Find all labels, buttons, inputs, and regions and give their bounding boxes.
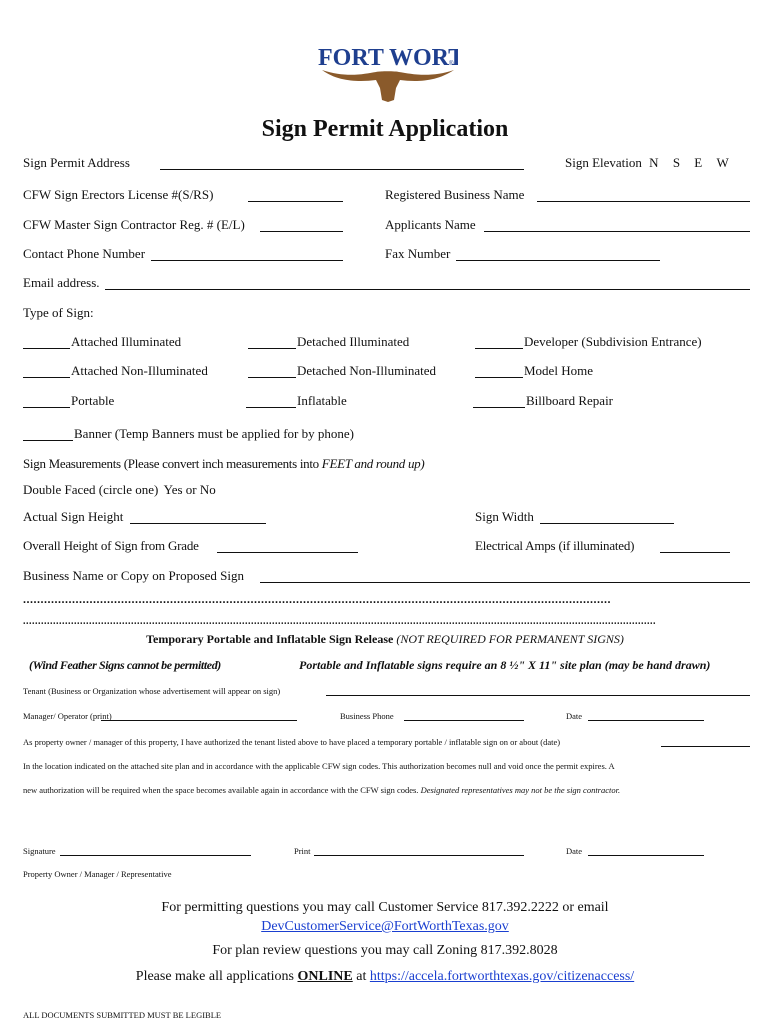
applicant-input[interactable]: [484, 230, 750, 232]
authorize-date-input[interactable]: [661, 745, 750, 747]
elevation-w[interactable]: W: [716, 155, 729, 170]
signature-label: Signature: [23, 846, 56, 856]
copy-input[interactable]: [260, 581, 750, 583]
model-home-label: Model Home: [524, 363, 593, 378]
dotted-separator-1: ........................................................................................................................................................................: [23, 592, 611, 606]
attached-illum-label: Attached Illuminated: [71, 334, 182, 349]
width-label: Sign Width: [475, 509, 534, 524]
overall-input[interactable]: [217, 551, 358, 553]
detached-illum-label: Detached Illuminated: [297, 334, 410, 349]
email-input[interactable]: [105, 288, 750, 290]
portable-blank[interactable]: [23, 406, 70, 408]
business-name-input[interactable]: [537, 200, 750, 202]
developer-blank[interactable]: [475, 347, 523, 349]
inflatable-label: Inflatable: [297, 393, 347, 408]
type-label: Type of Sign:: [23, 305, 94, 320]
copy-label: Business Name or Copy on Proposed Sign: [23, 568, 244, 583]
contact-line3-text: Please make all applications: [135, 969, 295, 984]
contact-line2: For plan review questions you may call Zoning 817.392.8028: [212, 943, 558, 958]
phone-input[interactable]: [151, 259, 343, 261]
elevation-n[interactable]: N: [649, 155, 659, 170]
measurements-heading: [23, 456, 424, 472]
accela-url-link[interactable]: https://accela.fortworthtexas.gov/citizenaccess/: [369, 969, 635, 984]
master-label: CFW Master Sign Contractor Reg. # (E/L): [23, 217, 245, 232]
contact-email-row: [0, 919, 770, 935]
business-name-label: Registered Business Name: [385, 187, 525, 202]
banner-label: Banner (Temp Banners must be applied for by phone): [74, 426, 354, 441]
height-input[interactable]: [130, 522, 266, 524]
elevation-e[interactable]: E: [694, 155, 703, 170]
designated-text: Designated representatives may not be the sign contractor.: [420, 785, 621, 795]
billboard-label: Billboard Repair: [526, 393, 614, 408]
business-phone-input[interactable]: [404, 719, 524, 721]
detached-illum-blank[interactable]: [248, 347, 296, 349]
fort-worth-logo: [316, 40, 458, 104]
location-text: In the location indicated on the attached site plan and in accordance with the applicable CFW sign codes. This authorization becomes null and void once the permit expires. A: [23, 761, 615, 771]
new-auth-row: [23, 785, 620, 795]
print-input[interactable]: [314, 854, 524, 856]
double-yes[interactable]: Yes: [163, 482, 183, 497]
at-text: at: [356, 969, 367, 984]
manager-label: Manager/ Operator (print): [23, 711, 112, 721]
erectors-input[interactable]: [248, 200, 343, 202]
attached-non-label: Attached Non-Illuminated: [71, 363, 208, 378]
page-title: Sign Permit Application: [261, 116, 509, 142]
business-phone-label: Business Phone: [340, 711, 394, 721]
tenant-label: Tenant (Business or Organization whose advertisement will appear on sign): [23, 686, 281, 696]
erectors-label: CFW Sign Erectors License #(S/RS): [23, 187, 214, 202]
online-text: ONLINE: [297, 969, 353, 984]
inflatable-blank[interactable]: [246, 406, 296, 408]
email-label: Email address.: [23, 275, 100, 290]
longhorn-logo-icon: [316, 40, 458, 104]
logo-text: FORT WORT: [318, 45, 458, 71]
site-plan-note: Portable and Inflatable signs require an 8 ½" X 11" site plan (may be hand drawn): [299, 658, 711, 672]
elevation-label: Sign Elevation: [565, 155, 642, 170]
signature-input[interactable]: [60, 854, 251, 856]
wind-feather-note: (Wind Feather Signs cannot be permitted): [29, 658, 221, 672]
contact-line1: For permitting questions you may call Customer Service 817.392.2222 or email: [161, 900, 609, 915]
measurements-heading-text: Sign Measurements (Please convert inch measurements into: [23, 456, 319, 471]
logo-mark: ®: [449, 61, 454, 67]
amps-input[interactable]: [660, 551, 730, 553]
double-no[interactable]: No: [199, 482, 216, 497]
print-label: Print: [294, 846, 311, 856]
fax-input[interactable]: [456, 259, 660, 261]
manager-input[interactable]: [101, 719, 297, 721]
detached-non-label: Detached Non-Illuminated: [297, 363, 436, 378]
release-title: Temporary Portable and Inflatable Sign Release: [146, 632, 394, 646]
contact-line3: [0, 969, 770, 985]
owner-label: Property Owner / Manager / Representative: [23, 869, 172, 879]
banner-blank[interactable]: [23, 439, 73, 441]
overall-label: Overall Height of Sign from Grade: [23, 538, 199, 553]
tenant-input[interactable]: [326, 694, 750, 696]
authorize-text: As property owner / manager of this property, I have authorized the tenant listed above to have placed a temporary portable / inflatable sign on or about (date): [23, 737, 561, 747]
measurements-heading-italic: FEET and round up): [321, 456, 425, 471]
release-title-row: [0, 632, 770, 647]
model-home-blank[interactable]: [475, 376, 523, 378]
new-auth-text: new authorization will be required when the space becomes available again in accordance with the CFW sign codes.: [23, 785, 419, 795]
phone-label: Contact Phone Number: [23, 246, 146, 261]
release-title-note: (NOT REQUIRED FOR PERMANENT SIGNS): [396, 632, 624, 646]
detached-non-blank[interactable]: [248, 376, 296, 378]
double-faced-row: [23, 482, 216, 498]
amps-label: Electrical Amps (if illuminated): [475, 538, 635, 553]
footer-note: ALL DOCUMENTS SUBMITTED MUST BE LEGIBLE: [23, 1010, 222, 1020]
applicant-label: Applicants Name: [385, 217, 476, 232]
height-label: Actual Sign Height: [23, 509, 124, 524]
permit-address-label: Sign Permit Address: [23, 155, 130, 170]
dotted-separator-2: ...................................................................................................................................................................................................................: [23, 616, 656, 627]
master-input[interactable]: [260, 230, 343, 232]
date2-label: Date: [566, 846, 583, 856]
developer-label: Developer (Subdivision Entrance): [524, 334, 702, 349]
elevation-s[interactable]: S: [672, 155, 681, 170]
elevation-group: [565, 155, 729, 171]
portable-label: Portable: [71, 393, 115, 408]
date2-input[interactable]: [588, 854, 704, 856]
billboard-blank[interactable]: [473, 406, 525, 408]
permit-address-input[interactable]: [160, 168, 524, 170]
double-or: or: [185, 482, 197, 497]
width-input[interactable]: [540, 522, 674, 524]
attached-illum-blank[interactable]: [23, 347, 70, 349]
double-faced-label: Double Faced (circle one): [23, 482, 159, 497]
date-label: Date: [566, 711, 583, 721]
contact-email-link[interactable]: DevCustomerService@FortWorthTexas.gov: [261, 919, 509, 934]
attached-non-blank[interactable]: [23, 376, 70, 378]
fax-label: Fax Number: [385, 246, 451, 261]
date-input[interactable]: [588, 719, 704, 721]
